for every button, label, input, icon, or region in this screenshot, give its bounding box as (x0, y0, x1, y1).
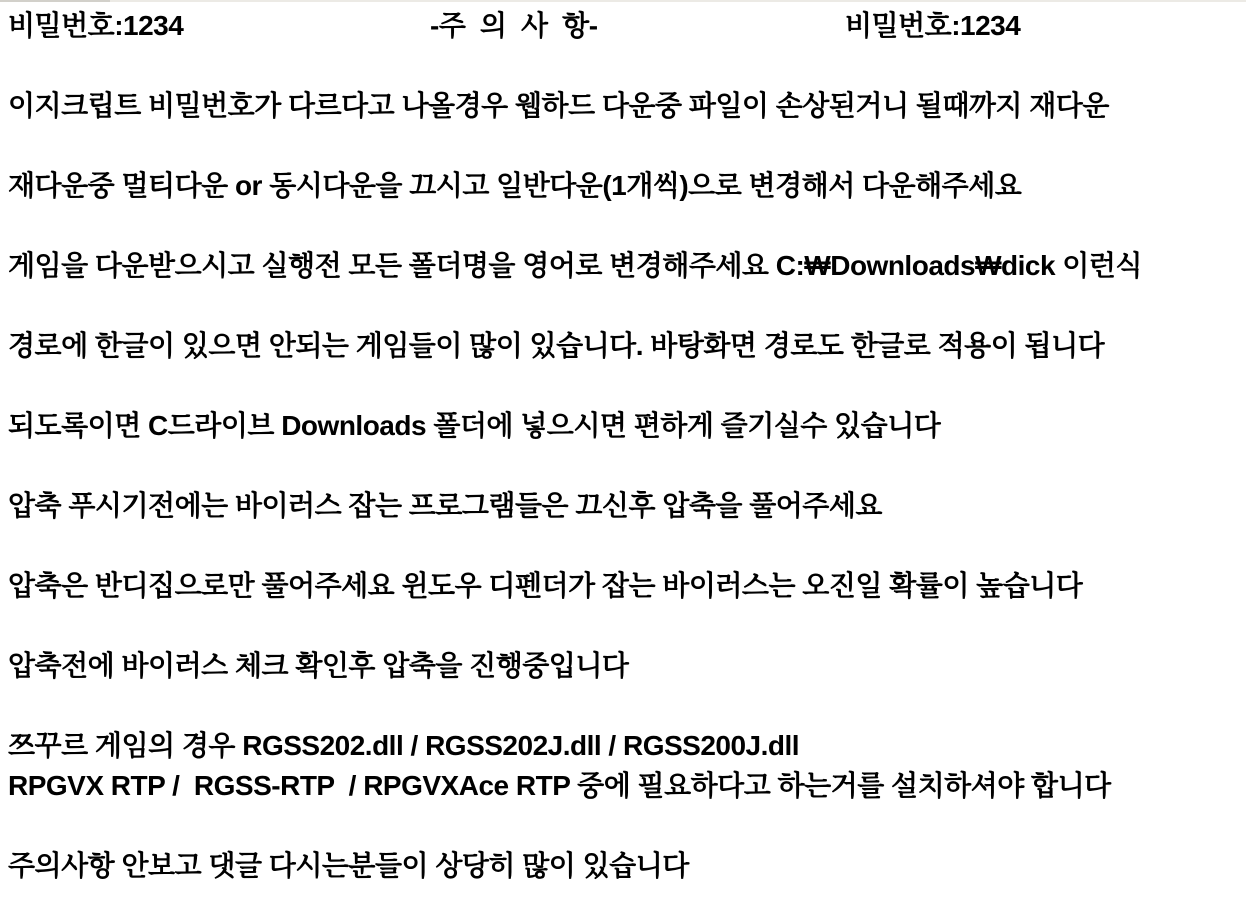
top-edge-line-dark-segment (0, 0, 110, 2)
password-left: 비밀번호:1234 (8, 10, 184, 41)
password-right: 비밀번호:1234 (845, 10, 1021, 41)
top-edge-line (0, 0, 1246, 2)
notice-line-rtp-install: RPGVX RTP / RGSS-RTP / RPGVXAce RTP 중에 필요하다고 하는거를 설치하셔야 합니다 (8, 770, 1111, 801)
notice-line-read-warning: 주의사항 안보고 댓글 다시는분들이 상당히 많이 있습니다 (8, 850, 689, 881)
notice-title: -주 의 사 항- (430, 10, 598, 41)
notice-line-use-c-downloads: 되도록이면 C드라이브 Downloads 폴더에 넣으시면 편하게 즐기실수 있습니다 (8, 410, 941, 441)
notice-line-use-bandizip: 압축은 반디집으로만 풀어주세요 윈도우 디펜더가 잡는 바이러스는 오진일 확률이 높습니다 (8, 570, 1083, 601)
notice-line-no-korean-path: 경로에 한글이 있으면 안되는 게임들이 많이 있습니다. 바탕화면 경로도 한글로 적용이 됩니다 (8, 330, 1105, 361)
notice-line-easycrypt-redownload: 이지크립트 비밀번호가 다르다고 나올경우 웹하드 다운중 파일이 손상된거니 될때까지 재다운 (8, 90, 1109, 121)
notice-line-rename-folders: 게임을 다운받으시고 실행전 모든 폴더명을 영어로 변경해주세요 C:₩Downloads₩dick 이런식 (8, 250, 1142, 281)
notice-line-virus-checked: 압축전에 바이러스 체크 확인후 압축을 진행중입니다 (8, 650, 629, 681)
notice-line-disable-antivirus: 압축 푸시기전에는 바이러스 잡는 프로그램들은 끄신후 압축을 풀어주세요 (8, 490, 882, 521)
notice-line-multidownload-off: 재다운중 멀티다운 or 동시다운을 끄시고 일반다운(1개씩)으로 변경해서 다운해주세요 (8, 170, 1022, 201)
notice-line-rgss-dll: 쯔꾸르 게임의 경우 RGSS202.dll / RGSS202J.dll / RGSS200J.dll (8, 730, 800, 761)
